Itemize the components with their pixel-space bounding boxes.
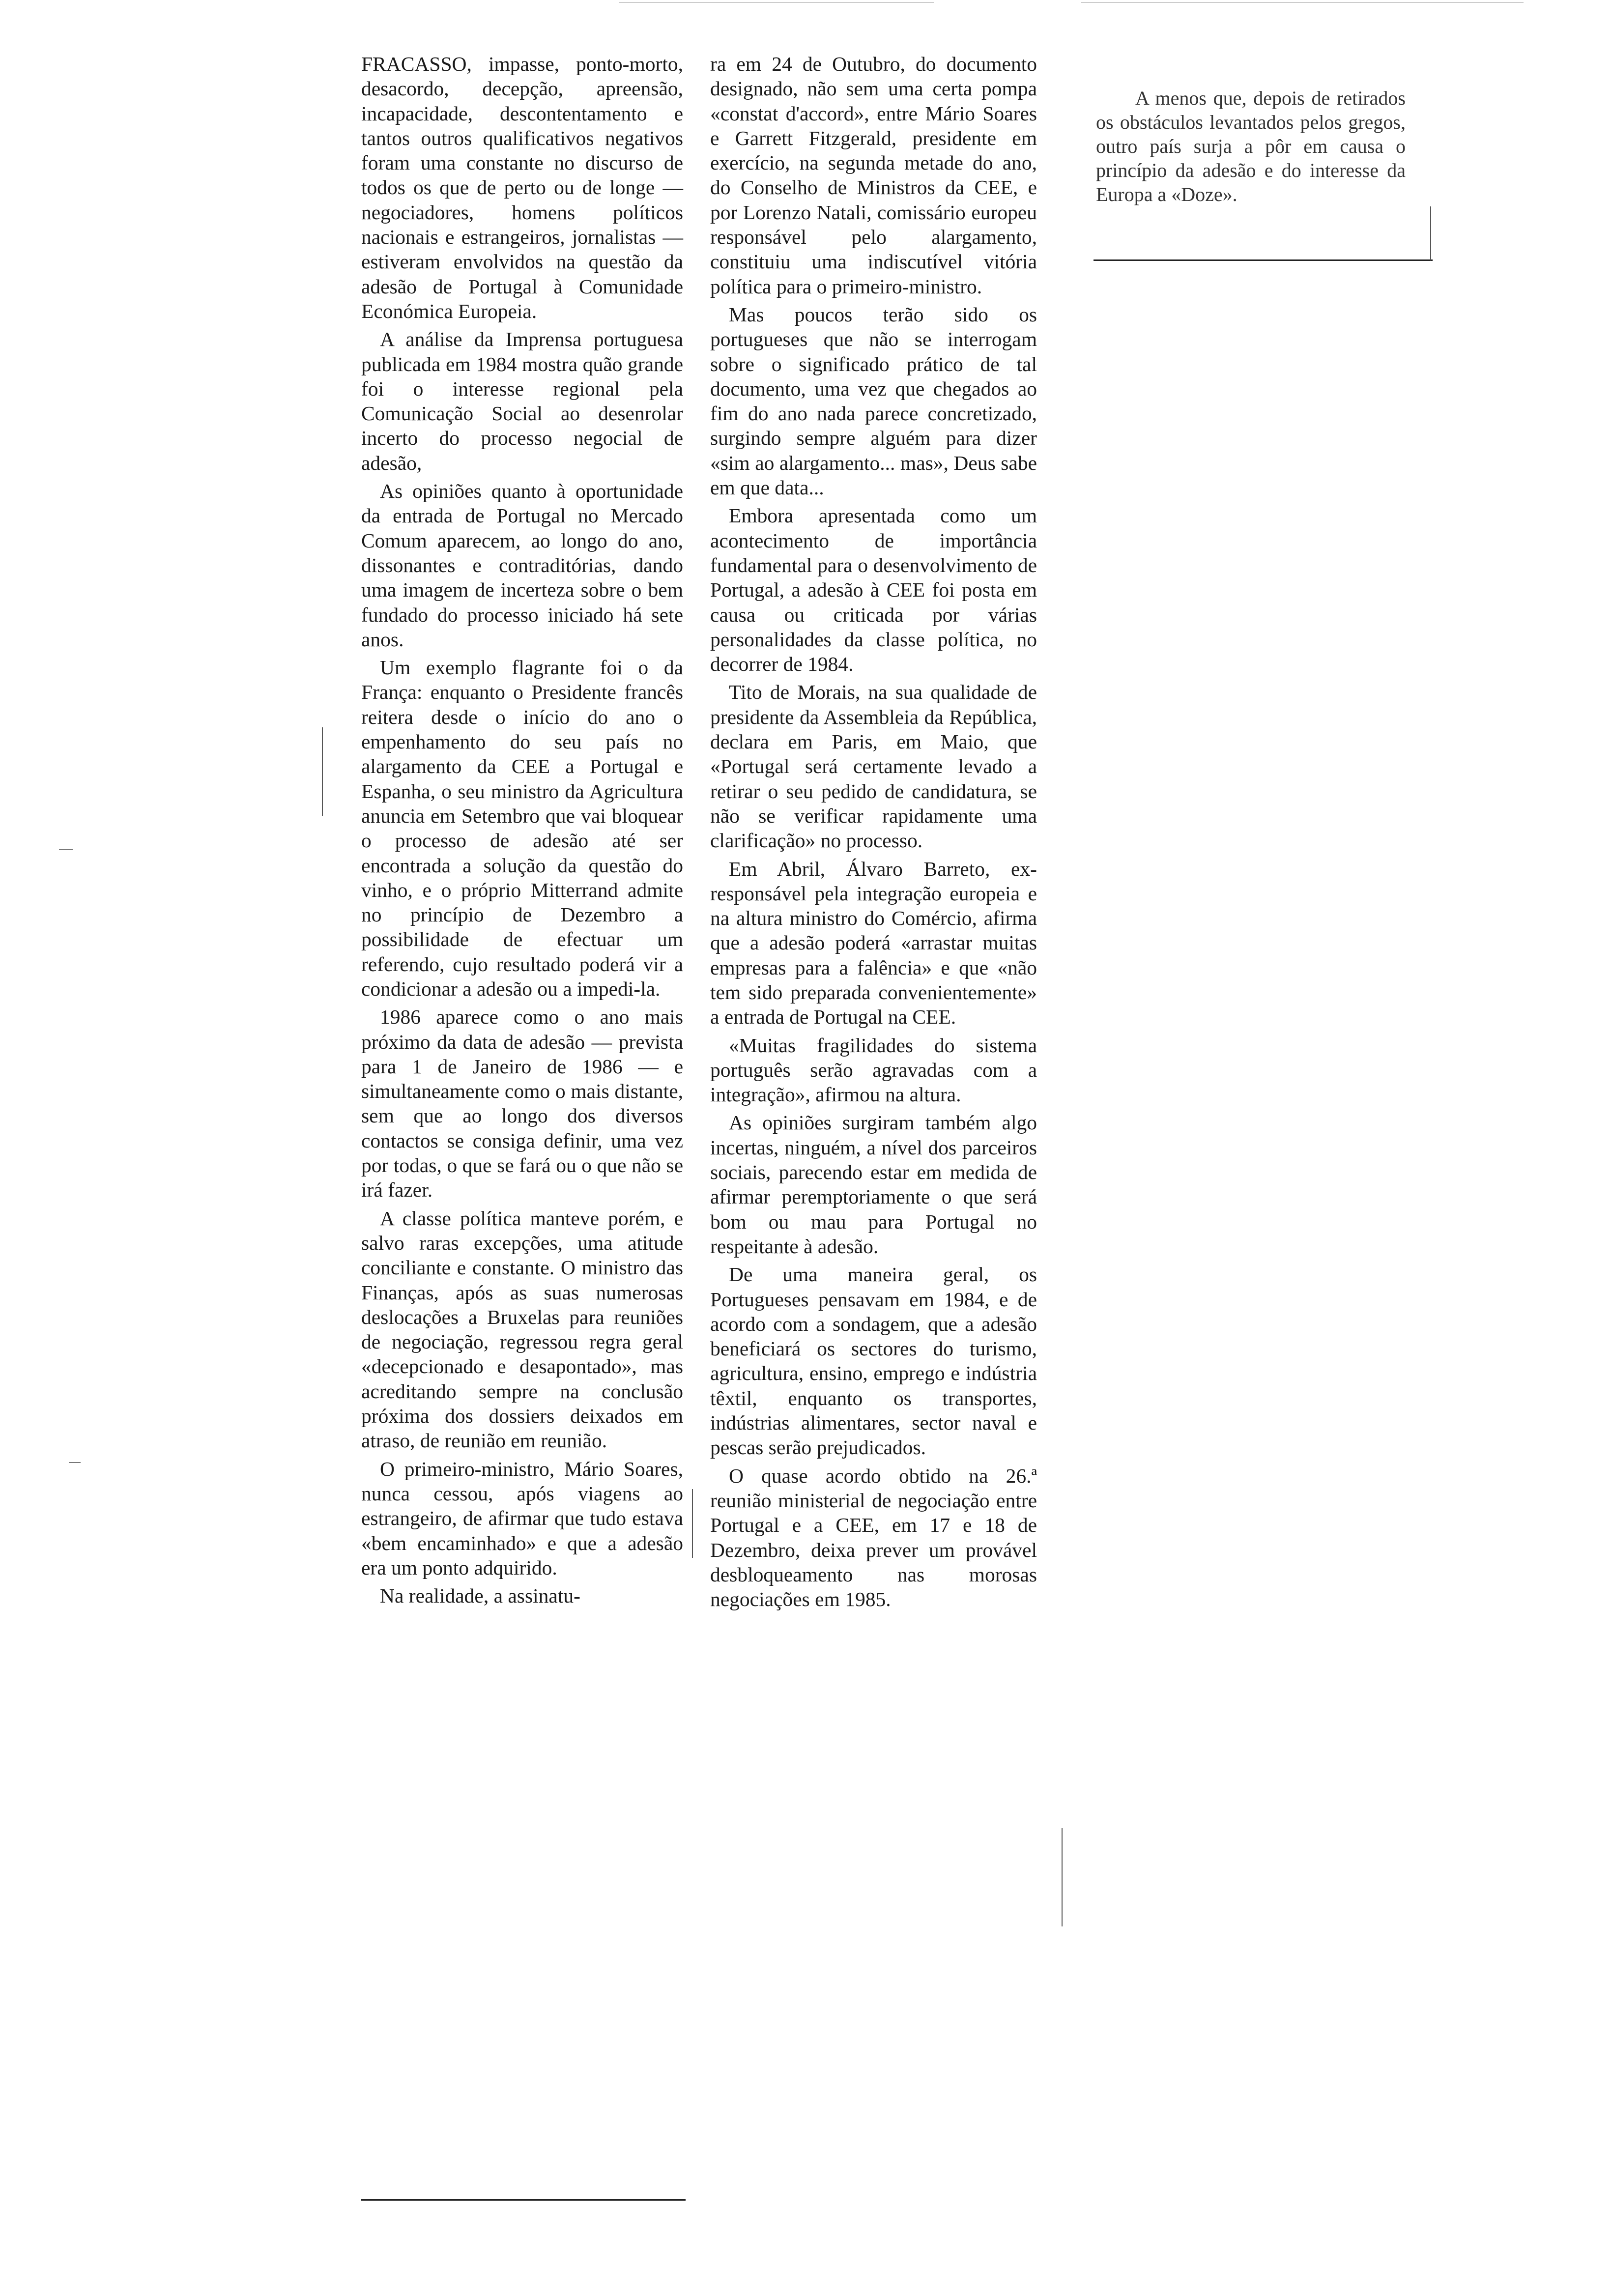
- article-column-2: [710, 52, 1037, 1611]
- column-end-rule: [361, 2199, 686, 2201]
- paragraph: Um exemplo flagrante foi o da França: enquanto o Presidente francês reitera desde o início do ano o empenhamento do seu país no alargamento da CEE a Portugal e Espanha, o seu ministro da Agricultura anuncia em Setembro que vai bloquear o processo de adesão até ser encontrada a solução da questão do vinho, e o próprio Mitterrand admite no princípio de Dezembro a possibilidade de efectuar um referendo, cujo resultado poderá vir a condicionar a adesão ou a impedi-la.: [361, 656, 683, 1000]
- paragraph: ra em 24 de Outubro, do documento designado, não sem uma certa pompa «constat d'accord», entre Mário Soares e Garrett Fitzgerald, presidente em exercício, na segunda metade do ano, do Conselho de Ministros da CEE, e por Lorenzo Natali, comissário europeu responsável pelo alargamento, constituiu uma indiscutível vitória política para o primeiro-ministro.: [710, 53, 1037, 298]
- column-divider: [322, 727, 323, 816]
- margin-mark: [69, 1462, 81, 1463]
- margin-mark: [59, 849, 73, 850]
- column-divider: [1430, 206, 1431, 260]
- paragraph: Em Abril, Álvaro Barreto, ex-responsável pela integração europeia e na altura ministro do Comércio, afirma que a adesão poderá «arrastar muitas empresas para a falência» e que «não tem sido preparada convenientemente» a entrada de Portugal na CEE.: [710, 857, 1037, 1029]
- paragraph: O primeiro-ministro, Mário Soares, nunca cessou, após viagens ao estrangeiro, de afirmar que tudo estava «bem encaminhado» e que a adesão era um ponto adquirido.: [361, 1457, 683, 1579]
- paragraph: FRACASSO, impasse, ponto-morto, desacordo, decepção, apreensão, incapacidade, descontentamento e tantos outros qualificativos negativos foram uma constante no discurso de todos os que de perto ou de longe — negociadores, homens políticos nacionais e estrangeiros, jornalistas — estiveram envolvidos na questão da adesão de Portugal à Comunidade Económica Europeia.: [361, 53, 683, 322]
- paragraph: A análise da Imprensa portuguesa publicada em 1984 mostra quão grande foi o interesse regional pela Comunicação Social ao desenrolar incerto do processo negocial de adesão,: [361, 328, 683, 474]
- paragraph: Embora apresentada como um acontecimento de importância fundamental para o desenvolvimento de Portugal, a adesão à CEE foi posta em causa ou criticada por várias personalidades da classe política, no decorrer de 1984.: [710, 504, 1037, 676]
- paragraph: As opiniões quanto à oportunidade da entrada de Portugal no Mercado Comum aparecem, ao longo do ano, dissonantes e contraditórias, dando uma imagem de incerteza sobre o bem fundado do processo iniciado há sete anos.: [361, 480, 683, 651]
- article-column-3: [1096, 86, 1406, 206]
- article-column-1: [361, 52, 683, 1608]
- column-end-rule: [1094, 259, 1433, 261]
- top-edge-mark: [1081, 2, 1524, 3]
- paragraph: A menos que, depois de retirados os obstáculos levantados pelos gregos, outro país surja a pôr em causa o princípio da adesão e do interesse da Europa a «Doze».: [1096, 87, 1406, 205]
- column-divider: [1062, 1828, 1063, 1926]
- paragraph: Tito de Morais, na sua qualidade de presidente da Assembleia da República, declara em Paris, em Maio, que «Portugal será certamente levado a retirar o seu pedido de candidatura, se não se verificar rapidamente uma clarificação» no processo.: [710, 681, 1037, 852]
- paragraph: 1986 aparece como o ano mais próximo da data de adesão — prevista para 1 de Janeiro de 1986 — e simultaneamente como o mais distante, sem que ao longo dos diversos contactos se consiga definir, uma vez por todas, o que se fará ou o que não se irá fazer.: [361, 1005, 683, 1202]
- top-edge-mark: [619, 2, 934, 3]
- paragraph: O quase acordo obtido na 26.ª reunião ministerial de negociação entre Portugal e a CEE, em 17 e 18 de Dezembro, deixa prever um provável desbloqueamento nas morosas negociações em 1985.: [710, 1464, 1037, 1611]
- column-divider: [692, 1489, 693, 1558]
- paragraph: Na realidade, a assinatu-: [380, 1584, 580, 1607]
- paragraph: As opiniões surgiram também algo incertas, ninguém, a nível dos parceiros sociais, parecendo estar em medida de afirmar peremptoriamente o que será bom ou mau para Portugal no respeitante à adesão.: [710, 1111, 1037, 1258]
- paragraph: A classe política manteve porém, e salvo raras excepções, uma atitude conciliante e constante. O ministro das Finanças, após as suas numerosas deslocações a Bruxelas para reuniões de negociação, regressou regra geral «decepcionado e desapontado», mas acreditando sempre na conclusão próxima dos dossiers deixados em atraso, de reunião em reunião.: [361, 1206, 683, 1452]
- paragraph: «Muitas fragilidades do sistema português serão agravadas com a integração», afirmou na altura.: [710, 1033, 1037, 1106]
- paragraph: De uma maneira geral, os Portugueses pensavam em 1984, e de acordo com a sondagem, que a adesão beneficiará os sectores do turismo, agricultura, ensino, emprego e indústria têxtil, enquanto os transportes, indústrias alimentares, sector naval e pescas serão prejudicados.: [710, 1263, 1037, 1459]
- paragraph: Mas poucos terão sido os portugueses que não se interrogam sobre o significado prático de tal documento, uma vez que chegados ao fim do ano nada parece concretizado, surgindo sempre alguém para dizer «sim ao alargamento... mas», Deus sabe em que data...: [710, 303, 1037, 499]
